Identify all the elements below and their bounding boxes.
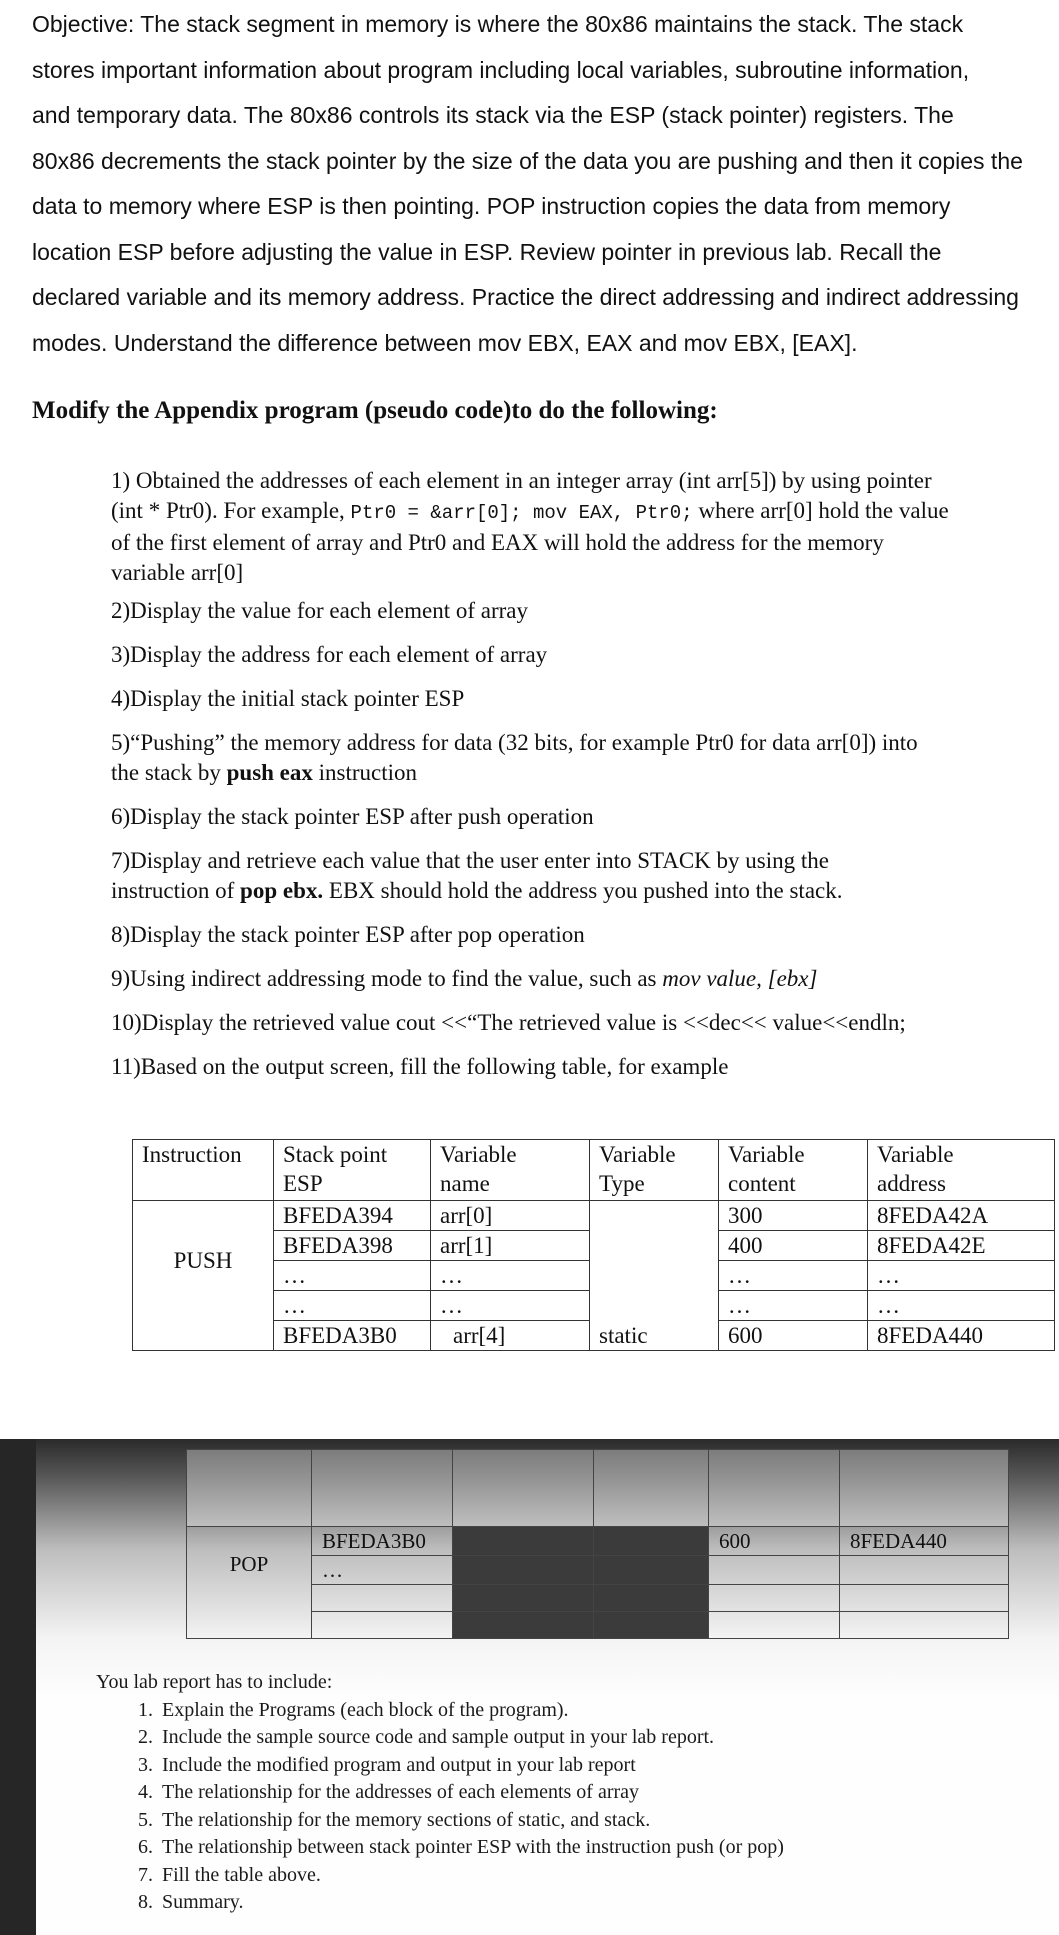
- esp-cell: …: [274, 1261, 431, 1291]
- list-item: 4. The relationship for the addresses of each elements of array: [158, 1779, 784, 1807]
- header-cell: [709, 1450, 840, 1527]
- step-text: the stack by: [111, 760, 227, 785]
- esp-cell: BFEDA394: [274, 1201, 431, 1231]
- header-esp: [274, 1140, 431, 1201]
- report-list: [96, 1697, 784, 1917]
- objective-line: and temporary data. The 80x86 controls its stack via the ESP (stack pointer) registers. The: [32, 102, 954, 128]
- step-line: [111, 876, 843, 906]
- step-5: [111, 728, 918, 788]
- header-content: [719, 1140, 868, 1201]
- list-item: 8. Summary.: [158, 1889, 784, 1917]
- step-1: [111, 466, 949, 588]
- step-text: where arr[0] hold the value: [692, 498, 949, 523]
- instruction-label: PUSH: [173, 1248, 233, 1273]
- address-cell: 8FEDA42A: [868, 1201, 1055, 1231]
- objective-line: data to memory where ESP is then pointing. POP instruction copies the data from memory: [32, 193, 951, 219]
- header-label: Stack point: [283, 1142, 388, 1167]
- name-cell: …: [431, 1261, 590, 1291]
- esp-cell: BFEDA3B0: [274, 1321, 431, 1351]
- address-cell: 8FEDA440: [868, 1321, 1055, 1351]
- objective-line: Objective: The stack segment in memory is where the 80x86 maintains the stack. The stack: [32, 11, 964, 37]
- address-cell: 8FEDA42E: [868, 1231, 1055, 1261]
- esp-cell: …: [274, 1291, 431, 1321]
- address-cell: [840, 1585, 1009, 1612]
- header-label: Variable: [599, 1142, 676, 1167]
- address-cell: …: [868, 1261, 1055, 1291]
- address-cell: [840, 1612, 1009, 1639]
- header-label: ESP: [283, 1171, 323, 1196]
- step-11: 11)Based on the output screen, fill the following table, for example: [111, 1054, 729, 1079]
- header-label: Instruction: [142, 1142, 242, 1167]
- table-header-row: [187, 1450, 1009, 1527]
- step-4: 4)Display the initial stack pointer ESP: [111, 686, 465, 711]
- list-item: 3. Include the modified program and output in your lab report: [158, 1752, 784, 1780]
- esp-cell: BFEDA3B0: [312, 1527, 453, 1556]
- redacted-cell: [453, 1556, 594, 1585]
- step-line: 1) Obtained the addresses of each element in an integer array (int arr[5]) by using pointer: [111, 468, 932, 493]
- esp-cell: BFEDA398: [274, 1231, 431, 1261]
- header-address: [868, 1140, 1055, 1201]
- step-line: [111, 758, 918, 788]
- header-cell: [594, 1450, 709, 1527]
- redacted-cell: [453, 1585, 594, 1612]
- list-item: 5. The relationship for the memory sections of static, and stack.: [158, 1807, 784, 1835]
- address-cell: [840, 1556, 1009, 1585]
- instruction-keyword: push eax: [226, 760, 313, 785]
- redacted-cell: [453, 1612, 594, 1639]
- lab-report-requirements: [96, 1669, 784, 1917]
- report-intro: You lab report has to include:: [96, 1671, 333, 1693]
- address-cell: …: [868, 1291, 1055, 1321]
- step-3: 3)Display the address for each element of array: [111, 642, 548, 667]
- redacted-cell: [594, 1612, 709, 1639]
- push-table: [132, 1139, 1055, 1351]
- header-cell: [840, 1450, 1009, 1527]
- header-type: [590, 1140, 719, 1201]
- code-snippet: Ptr0 = &arr[0]; mov EAX, Ptr0;: [350, 502, 693, 524]
- header-cell: [187, 1450, 312, 1527]
- instruction-cell: [187, 1527, 312, 1639]
- step-line: variable arr[0]: [111, 560, 244, 585]
- content-cell: [709, 1585, 840, 1612]
- type-label: static: [599, 1323, 648, 1348]
- step-2: 2)Display the value for each element of array: [111, 598, 528, 623]
- header-label: Variable: [440, 1142, 517, 1167]
- header-label: Variable: [728, 1142, 805, 1167]
- esp-cell: …: [312, 1556, 453, 1585]
- step-10: 10)Display the retrieved value cout <<“The retrieved value is <<dec<< value<<endln;: [111, 1010, 906, 1035]
- esp-cell: [312, 1585, 453, 1612]
- list-item: 2. Include the sample source code and sample output in your lab report.: [158, 1724, 784, 1752]
- content-cell: [709, 1612, 840, 1639]
- objective-line: stores important information about program including local variables, subroutine information,: [32, 56, 970, 83]
- redacted-cell: [594, 1527, 709, 1556]
- header-label: address: [877, 1171, 946, 1196]
- header-cell: [312, 1450, 453, 1527]
- objective-line: location ESP before adjusting the value in ESP. Review pointer in previous lab. Recall the: [32, 238, 942, 265]
- content-cell: 400: [719, 1231, 868, 1261]
- code-example: mov value, [ebx]: [662, 966, 818, 991]
- step-6: 6)Display the stack pointer ESP after push operation: [111, 804, 594, 829]
- content-cell: …: [719, 1291, 868, 1321]
- content-cell: 600: [709, 1527, 840, 1556]
- name-cell: arr[4]: [431, 1321, 590, 1351]
- type-cell: [590, 1201, 719, 1351]
- content-cell: 300: [719, 1201, 868, 1231]
- table-row: [133, 1201, 1055, 1231]
- header-instruction: [133, 1140, 274, 1201]
- step-line: 7)Display and retrieve each value that the user enter into STACK by using the: [111, 848, 829, 873]
- step-line: 5)“Pushing” the memory address for data (32 bits, for example Ptr0 for data arr[0]) into: [111, 730, 918, 755]
- list-item: 6. The relationship between stack pointer ESP with the instruction push (or pop): [158, 1834, 784, 1862]
- step-text: EBX should hold the address you pushed into the stack.: [323, 878, 843, 903]
- instruction-cell: [133, 1201, 274, 1351]
- name-cell: arr[1]: [431, 1231, 590, 1261]
- pop-table: [186, 1449, 1009, 1639]
- objective-paragraph: [32, 2, 1059, 366]
- instruction-label: POP: [229, 1551, 269, 1576]
- header-label: Variable: [877, 1142, 954, 1167]
- header-label: Type: [599, 1171, 645, 1196]
- header-cell: [453, 1450, 594, 1527]
- redacted-cell: [594, 1585, 709, 1612]
- list-item: 7. Fill the table above.: [158, 1862, 784, 1890]
- section-heading: Modify the Appendix program (pseudo code)to do the following:: [32, 397, 718, 424]
- list-item: 1. Explain the Programs (each block of the program).: [158, 1697, 784, 1725]
- step-8: 8)Display the stack pointer ESP after pop operation: [111, 922, 585, 947]
- step-7: [111, 846, 843, 906]
- instruction-keyword: pop ebx.: [240, 878, 324, 903]
- header-label: content: [728, 1171, 796, 1196]
- step-line: [111, 496, 949, 528]
- table-row: [187, 1527, 1009, 1556]
- header-name: [431, 1140, 590, 1201]
- content-cell: 600: [719, 1321, 868, 1351]
- name-cell: arr[0]: [431, 1201, 590, 1231]
- step-line: of the first element of array and Ptr0 and EAX will hold the address for the memory: [111, 530, 884, 555]
- redacted-cell: [594, 1556, 709, 1585]
- objective-line: declared variable and its memory address. Practice the direct addressing and indirect addressing: [32, 284, 1019, 310]
- address-cell: 8FEDA440: [840, 1527, 1009, 1556]
- objective-line: 80x86 decrements the stack pointer by the size of the data you are pushing and then it copies the: [32, 147, 1023, 174]
- step-9: [111, 964, 817, 994]
- step-text: instruction: [312, 760, 418, 785]
- step-text: 9)Using indirect addressing mode to find the value, such as: [111, 966, 663, 991]
- name-cell: …: [431, 1291, 590, 1321]
- objective-line: modes. Understand the difference between mov EBX, EAX and mov EBX, [EAX].: [32, 329, 858, 356]
- esp-cell: [312, 1612, 453, 1639]
- content-cell: …: [719, 1261, 868, 1291]
- content-cell: [709, 1556, 840, 1585]
- header-label: name: [440, 1171, 490, 1196]
- redacted-cell: [453, 1527, 594, 1556]
- step-text: instruction of: [111, 878, 241, 903]
- panel-left-strip: [0, 1439, 36, 1935]
- step-text: (int * Ptr0). For example,: [111, 498, 351, 523]
- table-header-row: [133, 1140, 1055, 1201]
